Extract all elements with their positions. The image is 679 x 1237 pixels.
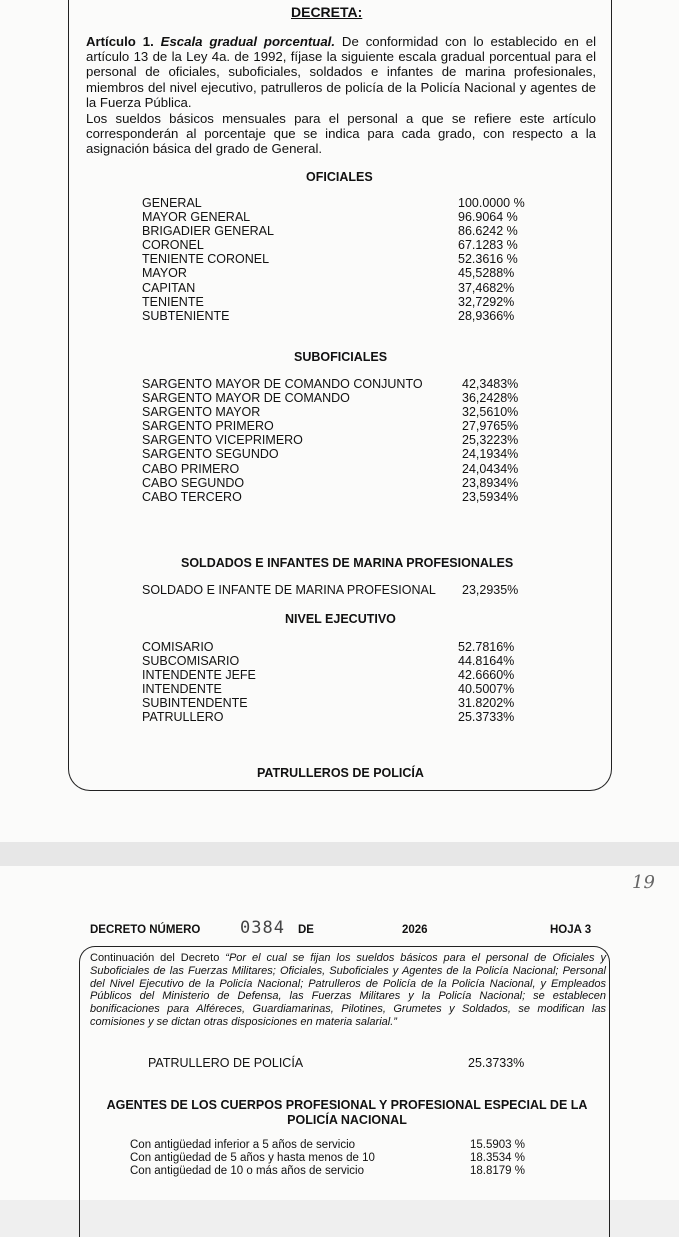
- grade-percentage: 52.7816%: [458, 640, 515, 654]
- grade-percentage: 23,2935%: [462, 583, 519, 597]
- grade-row: [142, 490, 522, 504]
- grade-row: [142, 252, 522, 266]
- section-heading-patrulleros: PATRULLEROS DE POLICÍA: [257, 766, 424, 780]
- grade-row: [142, 419, 522, 433]
- decreta-title: DECRETA:: [291, 4, 363, 20]
- nivel-ejecutivo-list: [142, 640, 522, 725]
- grade-percentage: 25.3733%: [468, 1056, 525, 1070]
- section-heading-agentes: AGENTES DE LOS CUERPOS PROFESIONAL Y PROFESIONAL ESPECIAL DE LA POLICÍA NACIONAL: [106, 1098, 588, 1127]
- article-label: Artículo 1.: [86, 34, 154, 49]
- grade-percentage: 18.8179 %: [470, 1165, 525, 1177]
- grade-name: SARGENTO MAYOR DE COMANDO CONJUNTO: [142, 377, 423, 391]
- grade-percentage: 32,5610%: [462, 405, 519, 420]
- grade-percentage: 18.3534 %: [470, 1152, 525, 1164]
- grade-row: [130, 1152, 530, 1165]
- grade-name: INTENDENTE JEFE: [142, 668, 256, 683]
- suboficiales-list: [142, 377, 522, 504]
- grade-percentage: 23,5934%: [462, 489, 519, 504]
- grade-percentage: 25.3733%: [458, 710, 515, 725]
- grade-name: CABO PRIMERO: [142, 461, 240, 476]
- grade-row: [142, 654, 522, 668]
- grade-percentage: 86.6242 %: [458, 224, 518, 239]
- grade-row: [142, 476, 522, 490]
- grade-row: [130, 1139, 530, 1152]
- grade-name: PATRULLERO DE POLICÍA: [148, 1056, 304, 1070]
- grade-name: SARGENTO MAYOR: [142, 405, 261, 420]
- grade-percentage: 25,3223%: [462, 433, 519, 448]
- grade-row: [130, 1165, 530, 1178]
- grade-name: SARGENTO VICEPRIMERO: [142, 433, 303, 448]
- grade-percentage: 45,5288%: [458, 266, 515, 281]
- grade-name: Con antigüedad inferior a 5 años de servicio: [130, 1139, 356, 1151]
- grade-name: SARGENTO SEGUNDO: [142, 447, 279, 462]
- grade-name: Con antigüedad de 10 o más años de servicio: [130, 1165, 364, 1177]
- grade-row: [142, 668, 522, 682]
- grade-name: BRIGADIER GENERAL: [142, 224, 274, 239]
- grade-percentage: 28,9366%: [458, 308, 515, 323]
- grade-percentage: 24,1934%: [462, 447, 519, 462]
- grade-row: [142, 238, 522, 252]
- continuation-text: [90, 952, 606, 1029]
- grade-name: CAPITAN: [142, 280, 196, 295]
- de-label: DE: [298, 924, 314, 936]
- grade-name: Con antigüedad de 5 años y hasta menos de 10: [130, 1152, 375, 1164]
- hoja-label: HOJA 3: [550, 924, 592, 936]
- grade-percentage: 100.0000 %: [458, 196, 525, 210]
- grade-name: SUBCOMISARIO: [142, 654, 240, 669]
- oficiales-list: [142, 196, 525, 323]
- section-heading-suboficiales: SUBOFICIALES: [294, 350, 388, 364]
- grade-row: [142, 405, 522, 419]
- grade-name: PATRULLERO: [142, 710, 224, 725]
- grade-percentage: 40.5007%: [458, 682, 515, 697]
- grade-name: INTENDENTE: [142, 682, 222, 697]
- grade-name: MAYOR GENERAL: [142, 210, 251, 225]
- grade-percentage: 36,2428%: [462, 391, 519, 406]
- decreto-number-label: DECRETO NÚMERO: [90, 924, 201, 936]
- grade-percentage: 37,4682%: [458, 280, 515, 295]
- grade-name: CORONEL: [142, 238, 204, 253]
- salary-paragraph: Los sueldos básicos mensuales para el personal a que se refiere este artículo corresponderán al porcentaje que se indica para cada grado, con respecto a la asignación básica del grado de General.: [86, 111, 596, 157]
- document-page-2: [0, 866, 679, 1200]
- grade-row: [142, 295, 522, 309]
- grade-name: GENERAL: [142, 196, 202, 210]
- grade-percentage: 44.8164%: [458, 654, 515, 669]
- grade-percentage: 96.9064 %: [458, 210, 518, 225]
- grade-name: TENIENTE CORONEL: [142, 252, 270, 267]
- grade-percentage: 32,7292%: [458, 294, 515, 309]
- grade-row: [142, 462, 522, 476]
- article-1-paragraph: [86, 34, 596, 110]
- continuation-quote: “Por el cual se fijan los sueldos básicos para el personal de Oficiales y Suboficiales de las Fuerzas Militares; Oficiales, Suboficiales y Agentes de la Policía Nacional; Personal del Nivel Ejecutivo de la Policía Nacional; Patrulleros de Policía de la Policía Nacional, y Empleados Públicos del Ministerio de Defensa, las Fuerzas Militares y la Policía Nacional; se establecen bonificaciones para Alféreces, Guardiamarinas, Pilotines, Grumetes y Soldados, se modifican las comisiones y se dictan otras disposiciones en materia salarial.”: [90, 952, 606, 1028]
- grade-row: [142, 640, 522, 654]
- grade-name: SUBTENIENTE: [142, 308, 230, 323]
- grade-name: CABO SEGUNDO: [142, 475, 245, 490]
- grade-name: TENIENTE: [142, 294, 204, 309]
- grade-row: [142, 281, 522, 295]
- section-heading-oficiales: OFICIALES: [306, 170, 373, 184]
- grade-name: SOLDADO E INFANTE DE MARINA PROFESIONAL: [142, 583, 436, 597]
- grade-row: [142, 696, 522, 710]
- grade-percentage: 42,3483%: [462, 377, 519, 391]
- agentes-list: [130, 1139, 530, 1178]
- grade-name: CABO TERCERO: [142, 489, 242, 504]
- grade-row: [142, 682, 522, 696]
- article-heading: Escala gradual porcentual.: [160, 34, 335, 49]
- grade-percentage: 15.5903 %: [470, 1139, 525, 1151]
- grade-row: [142, 391, 522, 405]
- grade-percentage: 52.3616 %: [458, 252, 518, 267]
- grade-row: [142, 447, 522, 461]
- grade-row: [142, 210, 522, 224]
- section-heading-soldados: SOLDADOS E INFANTES DE MARINA PROFESIONALES: [181, 556, 514, 570]
- continuation-prefix: Continuación del Decreto: [90, 952, 220, 964]
- grade-row: [142, 583, 522, 597]
- section-heading-nivel-ejecutivo: NIVEL EJECUTIVO: [285, 612, 396, 626]
- patrullero-policia-row: [148, 1056, 528, 1070]
- grade-percentage: 31.8202%: [458, 696, 515, 711]
- grade-percentage: 24,0434%: [462, 461, 519, 476]
- grade-row: [142, 710, 522, 724]
- grade-row: [142, 266, 522, 280]
- grade-name: SARGENTO PRIMERO: [142, 419, 274, 434]
- grade-name: SUBINTENDENTE: [142, 696, 248, 711]
- grade-percentage: 67.1283 %: [458, 238, 518, 253]
- grade-name: MAYOR: [142, 266, 187, 281]
- soldados-list: [142, 583, 522, 597]
- handwritten-page-mark: 19: [632, 872, 655, 893]
- grade-name: SARGENTO MAYOR DE COMANDO: [142, 391, 350, 406]
- grade-name: COMISARIO: [142, 640, 214, 654]
- grade-percentage: 27,9765%: [462, 419, 519, 434]
- grade-row: [142, 309, 522, 323]
- article-text: De conformidad con lo establecido en el artículo 13 de la Ley 4a. de 1992, fíjase la siguiente escala gradual porcentual para el personal de oficiales, suboficiales, soldados e infantes de marina profesionales, miembros del nivel ejecutivo, patrulleros de policía de la Policía Nacional y agentes de la Fuerza Pública.: [86, 34, 597, 110]
- grade-percentage: 23,8934%: [462, 475, 519, 490]
- grade-row: [142, 377, 522, 391]
- grade-percentage: 42.6660%: [458, 668, 515, 683]
- grade-row: [142, 196, 525, 210]
- decreto-year: 2026: [402, 924, 428, 936]
- decreto-number: 0384: [240, 918, 285, 938]
- grade-row: [142, 224, 522, 238]
- page-gap: [0, 842, 679, 866]
- grade-row: [142, 433, 522, 447]
